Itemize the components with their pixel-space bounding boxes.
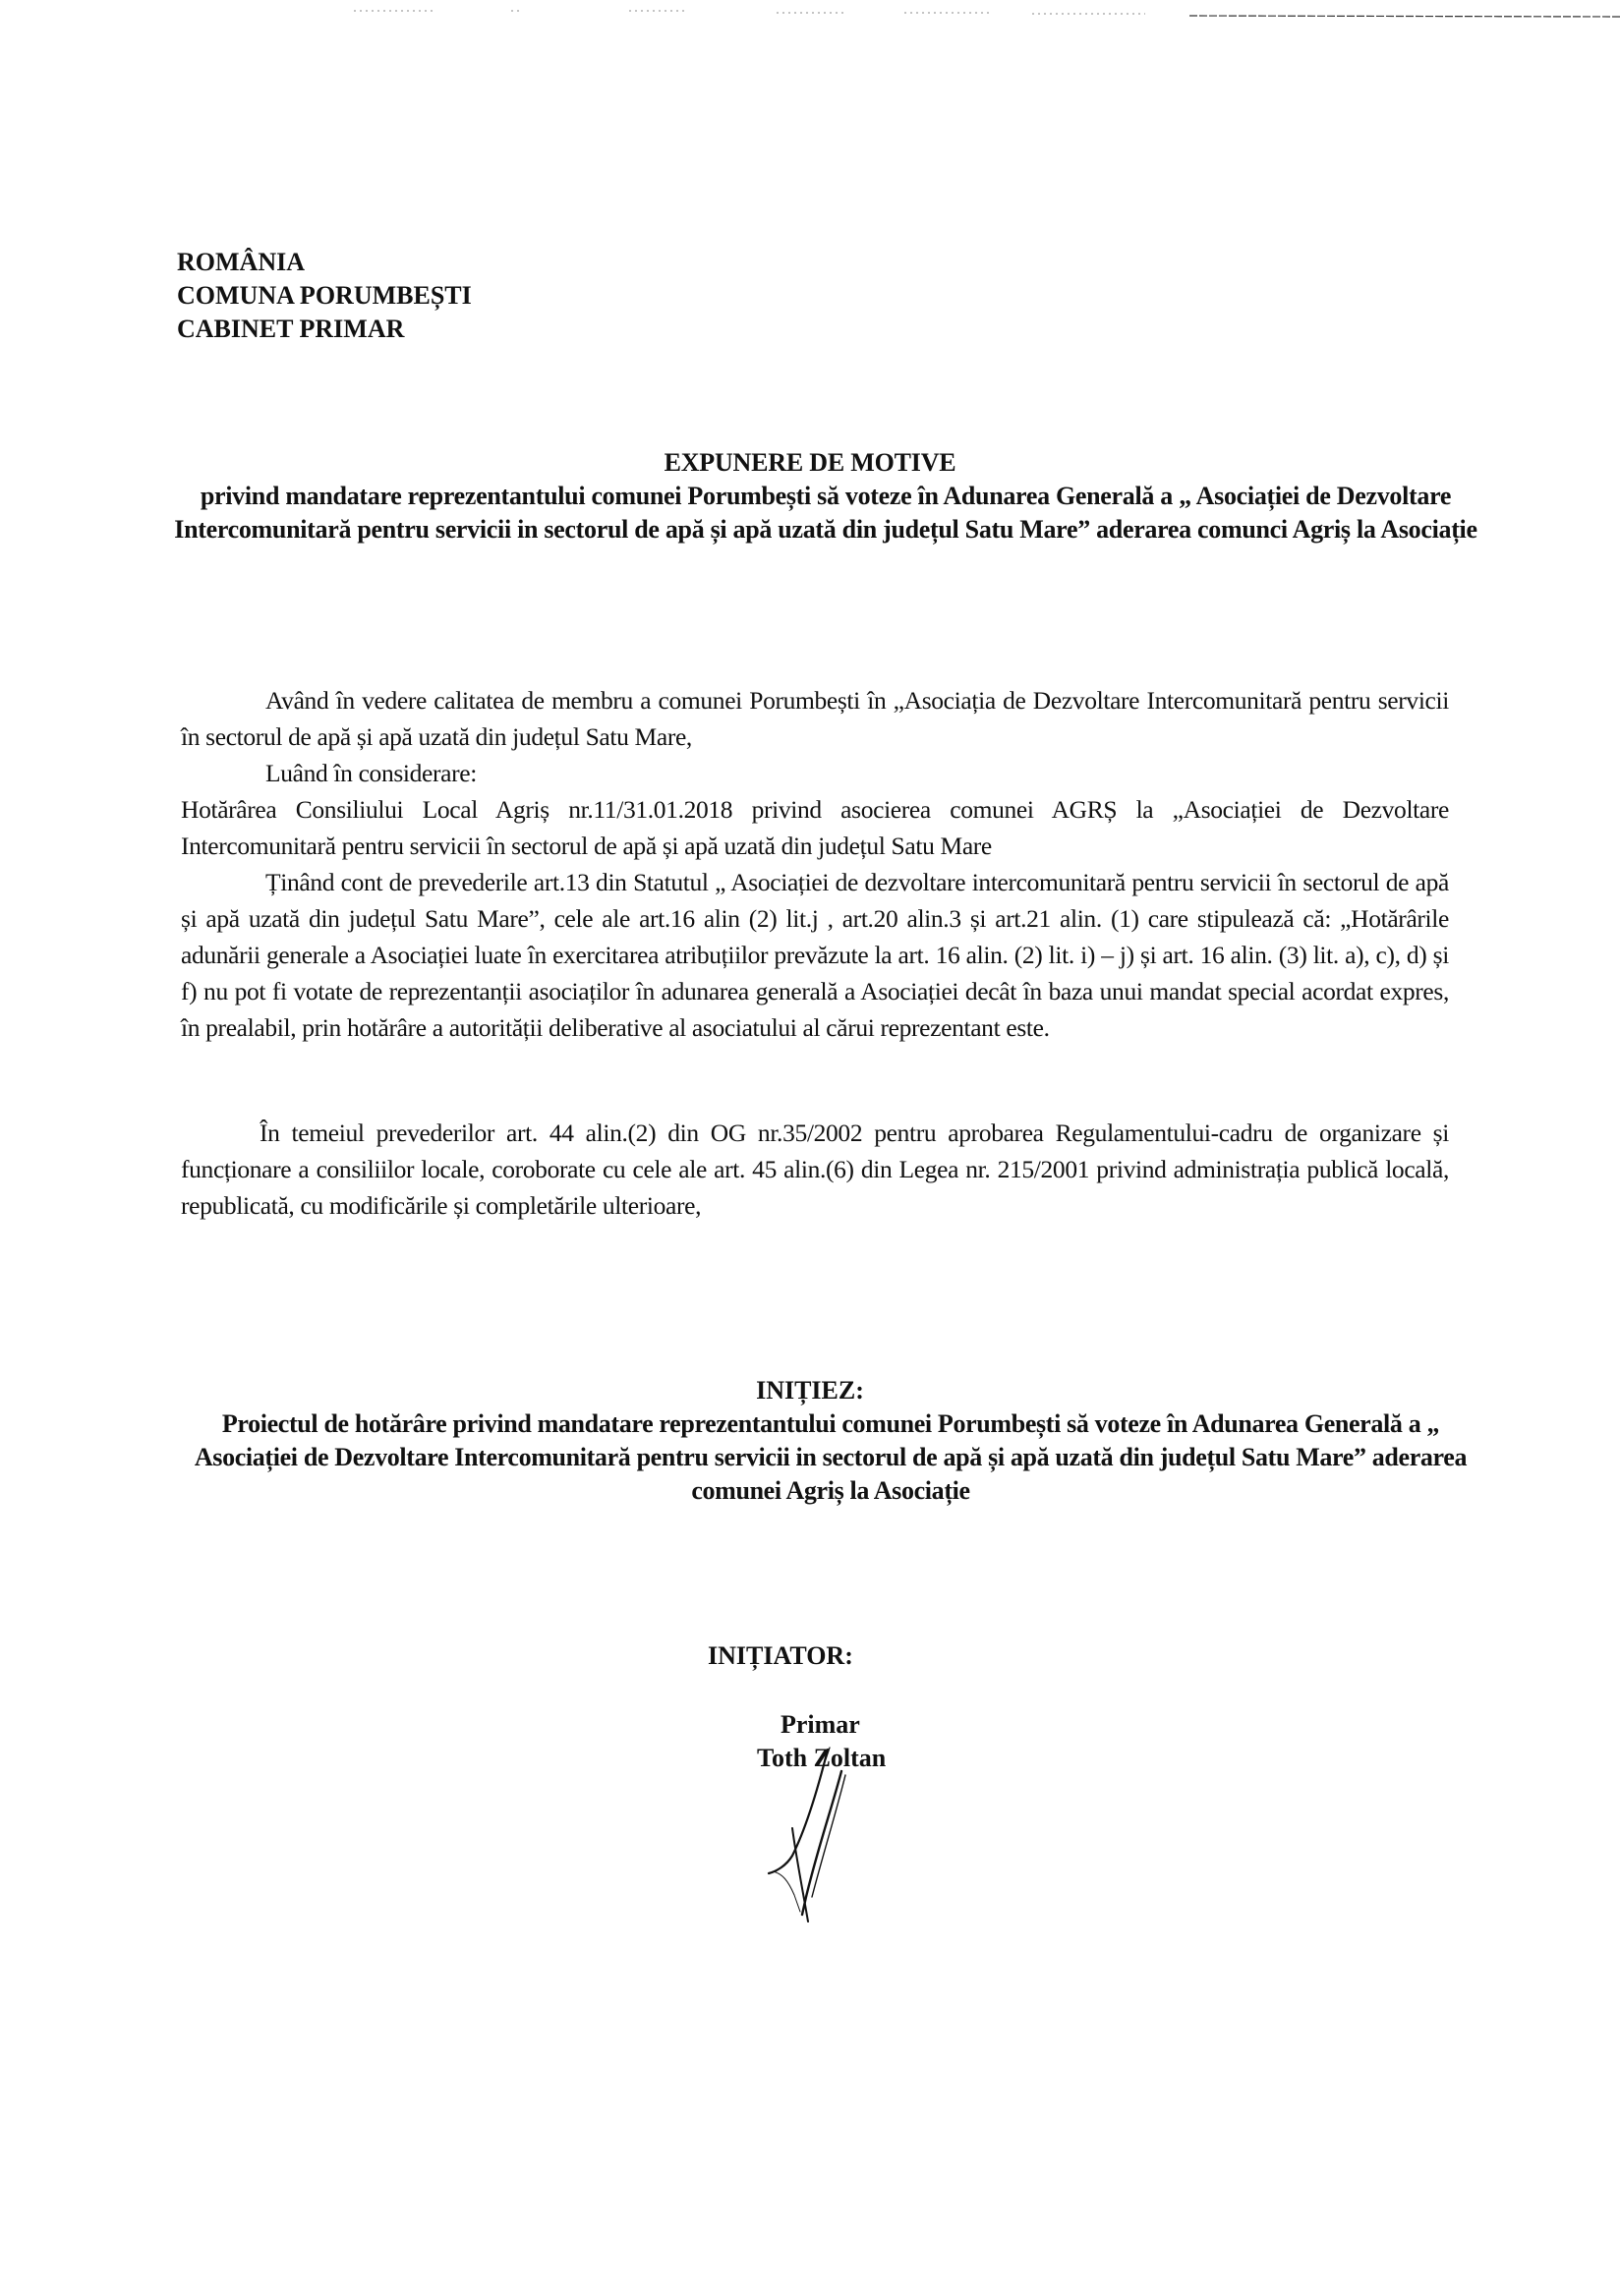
- paragraph-considering: Luând în considerare:: [265, 759, 477, 787]
- commune-label: COMUNA PORUMBEȘTI: [177, 281, 472, 310]
- paragraph-council-decision: Hotărârea Consiliului Local Agriș nr.11/31.01.2018 privind asocierea comunei AGRȘ la „Asociației de Dezvoltare Intercomunitară pentru servicii în sectorul de apă și apă uzată din județul Satu Mare: [181, 795, 1449, 860]
- paragraph-statute: Ținând cont de prevederile art.13 din Statutul „ Asociației de dezvoltare intercomunitară pentru servicii în sectorul de apă și apă uzată din județul Satu Mare”, cele ale art.16 alin (2) lit.j , art.20 alin.3 și art.21 alin. (1) care stipulează că: „Hotărârile adunării generale a Asociației luate în exercitarea atribuțiilor prevăzute la art. 16 alin. (2) lit. i) – j) și art. 16 alin. (3) lit. a), c), d) și f) nu pot fi votate de reprezentanții asociaților în adunarea generală a Asociației decât în baza unui mandat special acordat expres, în prealabil, prin hotărâre a autorității deliberative al asociatului al cărui reprezentant este.: [181, 868, 1449, 1042]
- issuer-header: [177, 246, 472, 346]
- signatory-name: Toth Zoltan: [757, 1744, 887, 1772]
- handwritten-signature-icon: [767, 1740, 885, 1936]
- initiation-heading: INIȚIEZ:: [756, 1376, 864, 1405]
- office-label: CABINET PRIMAR: [177, 315, 405, 343]
- signatory-role: Primar: [781, 1710, 860, 1739]
- project-title: Proiectul de hotărâre privind mandatare reprezentantului comunei Porumbești să voteze în Adunarea Generală a „ Asociației de Dezvoltare Intercomunitară pentru servicii in sectorul de apă și apă uzată din județul Satu Mare” aderarea comunei Agriș la Asociație: [194, 1409, 1468, 1505]
- paragraph-legal-basis: În temeiul prevederilor art. 44 alin.(2) din OG nr.35/2002 pentru aprobarea Regulamentului-cadru de organizare și funcționare a consiliilor locale, coroborate cu cele ale art. 45 alin.(6) din Legea nr. 215/2001 privind administrația publică locală, republicată, cu modificările și completările ulterioare,: [181, 1119, 1449, 1220]
- document-body-legal-basis: [181, 1115, 1449, 1224]
- country-label: ROMÂNIA: [177, 248, 305, 276]
- initiator-heading: INIȚIATOR:: [708, 1641, 853, 1670]
- document-body: [181, 682, 1449, 1046]
- document-title: EXPUNERE DE MOTIVE: [664, 448, 956, 477]
- paragraph-membership: Având în vedere calitatea de membru a comunei Porumbești în „Asociația de Dezvoltare Intercomunitară pentru servicii în sectorul de apă și apă uzată din județul Satu Mare,: [181, 686, 1449, 751]
- document-subtitle: privind mandatare reprezentantului comunei Porumbești să voteze în Adunarea Generală a „ Asociației de Dezvoltare Intercomunitară pentru servicii in sectorul de apă și apă uzată din județul Satu Mare” aderarea comunci Agriș la Asociație: [174, 482, 1477, 544]
- scan-artifacts: [0, 0, 1620, 29]
